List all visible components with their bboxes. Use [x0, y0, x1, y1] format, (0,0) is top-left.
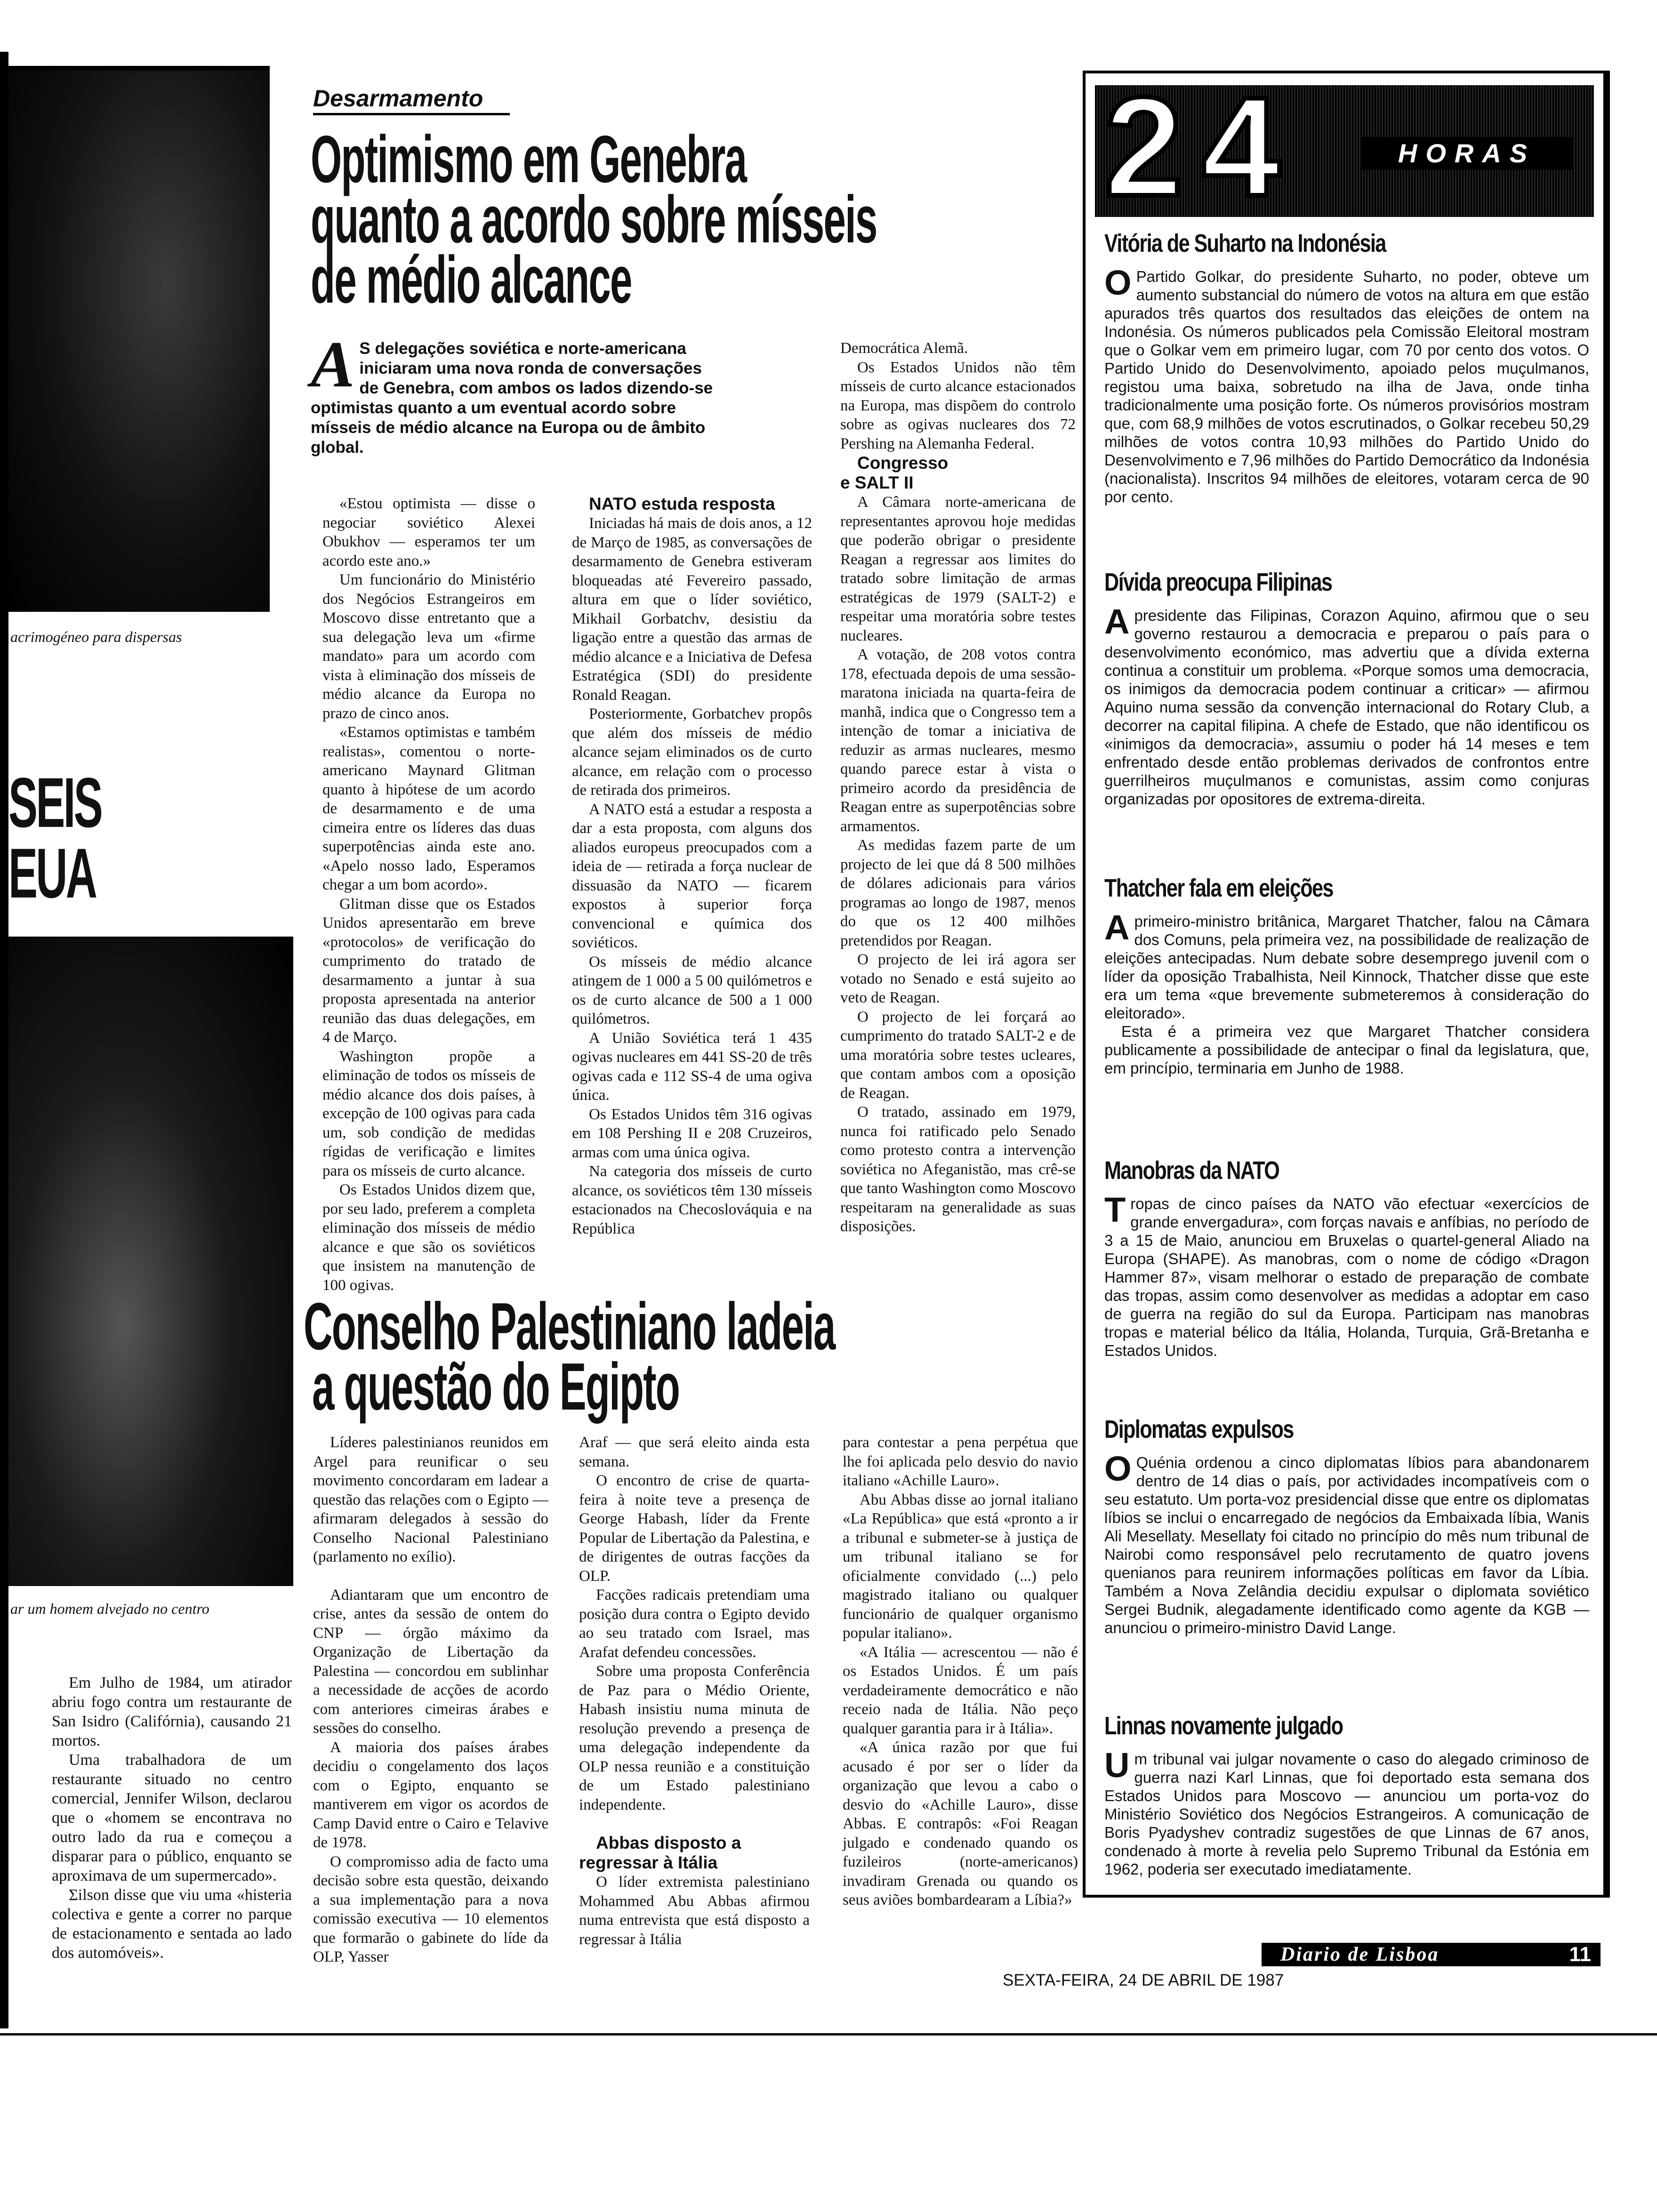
footer-date: SEXTA-FEIRA, 24 DE ABRIL DE 1987 [1003, 1971, 1284, 1989]
box-item-filipinas: Dívida preocupa Filipinas A presidente das Filipinas, Corazon Aquino, afirmou que o seu governo restaurou a democracia e preparou o país para o desenvolvimento económico, mas advertiu que a dívida externa continua a constituir um problema. «Porque somos uma democracia, os inimigos da democracia podem continuar a criticar» — afirmou Aquino numa sessão da convenção internacional do Rotary Club, a decorrer na capital filipina. A chefe de Estado, que não identificou os «inimigos da democracia», assumiu o poder há 14 meses e tem enfrentado desde então problemas derivados de confrontos entre guerrilheiros muçulmanos e comunistas, assim como conjuras organizadas por opositores de extrema-direita. [1104, 568, 1589, 808]
section-kicker: Desarmamento [313, 85, 483, 112]
box-24-horas [1083, 67, 1610, 1898]
subhead-congresso: Congresso e SALT II [840, 453, 949, 492]
disarmament-col-2: NATO estuda resposta Iniciadas há mais de dois anos, a 12 de Março de 1985, as conversações de desarmamento de Genebra estiveram bloqueadas até Fevereiro passado, altura em que o líder soviético, Mikhail Gorbatchv, desistiu da ligação entre a questão das armas de médio alcance e a Iniciativa de Defesa Estratégica (SDI) do presidente Ronald Reagan. Posteriormente, Gorbatchev propôs que além dos mísseis de médio alcance sejam eliminados os de curto alcance, em relação com o processo de retirada dos primeiros. A NATO está a estudar a resposta a dar a esta proposta, com alguns dos aliados europeus preocupados com a ideia de — retirada a força nuclear de dissuasão da NATO — ficarem expostos à superior força convencional e química dos soviéticos. Os mísseis de médio alcance atingem de 1 000 a 5 00 quilómetros e os de curto alcance de 500 a 1 000 quilómetros. A União Soviética terá 1 435 ogivas nucleares em 441 SS-20 de três ogivas cada e 112 SS-4 de uma ogiva única. Os Estados Unidos têm 316 ogivas em 108 Pershing II e 208 Cruzeiros, armas com uma única ogiva. Na categoria dos mísseis de curto alcance, os soviéticos têm 130 mísseis estacionados na Checoslováquia e na República [572, 494, 812, 1237]
masthead-bar [1262, 1943, 1601, 1966]
palestine-col-2: Araf — que será eleito ainda esta semana. O encontro de crise de quarta-feira à noite teve a presença de George Habash, líder da Frente Popular de Libertação da Palestina, e de dirigentes de outras facções da OLP. Facções radicais pretendiam uma posição dura contra o Egipto devido ao seu tratado com Israel, mas Arafat defendeu concessões. Sobre uma proposta Conferência de Paz para o Médio Oriente, Habash insistiu numa minuta de resolução prevendo a presença de uma delegação independente da OLP nessa reunião e a constituição de um Estado palestiniano independente. Abbas disposto a regressar à Itália O líder extremista palestiniano Mohammed Abu Abbas afirmou numa entrevista que está disposto a regressar à Itália [579, 1434, 810, 1948]
masthead: Diario de Lisboa [1280, 1944, 1440, 1965]
disarmament-headline: Optimismo em Genebra quanto a acordo sobre mísseis de médio alcance [311, 122, 877, 317]
box-item-suharto: Vitória de Suharto na Indonésia O Partido Golkar, do presidente Suharto, no poder, obteve um aumento substancial do número de votos na altura em que estão apurados três quartos dos resultados das eleições de ontem na Indonésia. Os números publicados pela Comissão Eleitoral mostram que o Golkar vem em primeiro lugar, com 70 por cento dos votos. O Partido Unido do Desenvolvimento, apoiado pelos muçulmanos, registou uma baixa, sobretudo na ilha de Java, onde tinha tradicionalmente uma posição forte. Os números provisórios mostram que, com 68,9 milhões de votos escrutinados, o Golkar recebeu 50,29 milhões de votos contra 10,93 milhões do Partido Unido do Desenvolvimento e 7,96 milhões do Partido Democrático da Indonésia (nacionalista). Inscritos 94 milhões de eleitores, votaram cerca de 90 por cento. [1104, 229, 1589, 505]
photo-caption-bottom: ar um homem alvejado no centro [10, 1600, 209, 1617]
box-item-thatcher: Thatcher fala em eleições A primeiro-ministro britânica, Margaret Thatcher, falou na Câmara dos Comuns, pela primeira vez, na possibilidade de realização de eleições antecipadas. Num debate sobre desemprego juvenil com o líder da oposição Trabalhista, Neil Kinnock, Thatcher disse que este era um tema «que brevemente submeteremos à consideração do eleitorado». Esta é a primeira vez que Margaret Thatcher considera publicamente a possibilidade de antecipar o final da legislatura, que, em princípio, terminaria em Junho de 1988. [1104, 874, 1589, 1077]
photo-caption-top: acrimogéneo para dispersas [10, 628, 182, 645]
page-number: 11 [1569, 1943, 1591, 1966]
box-label: HORAS [1361, 137, 1573, 170]
headline-fragment: SEIS EUA [8, 763, 102, 913]
palestine-headline: Conselho Palestiniano ladeia a questão do Egipto [304, 1289, 835, 1424]
box-item-linnas: Linnas novamente julgado U m tribunal vai julgar novamente o caso do alegado criminoso de guerra nazi Karl Linnas, que foi deportado esta semana dos Estados Unidos para Moscovo — anunciou um porta-voz do Ministério Soviético dos Negócios Estrangeiros. A comunicação de Boris Pyadyshev contradiz sugestões de que Linnas de 67 anos, condenado à morte à revelia pelo Supremo Tribunal da Estónia em 1962, poderia ser executado imediatamente. [1104, 1712, 1589, 1878]
palestine-col-3: para contestar a pena perpétua que lhe foi aplicada pelo desvio do navio italiano «Achille Lauro». Abu Abbas disse ao jornal italiano «La República» que está «pronto a ir a tribunal e submeter-se à justiça de um tribunal italiano se for oficialmente convidado (...) pelo magistrado italiano ou qualquer funcionário de qualquer organismo popular italiano». «A Itália — acrescentou — não é os Estados Unidos. É um país verdadeiramente democrático e não receio nada de Itália. Não peço qualquer garantia para ir à Itália». «A única razão por que fui acusado é por ser o líder da organização que levou a cabo o desvio do «Achille Lauro», disse Abbas. E contrapôs: «Foi Reagan julgado e condenado quando os fuzileiros (norte-americanos) invadiram Grenada ou quando os seus aviões bombardearam a Líbia?» [843, 1434, 1078, 1908]
bottom-rule [0, 2033, 1657, 2036]
subhead-nato: NATO estuda resposta [589, 494, 775, 513]
page-gutter-edge [0, 52, 8, 2028]
disarmament-col-3: Democrática Alemã. Os Estados Unidos não têm mísseis de curto alcance estacionados na Europa, mas dispõem do controlo sobre as ogivas nucleares dos 72 Pershing na Alemanha Federal. Congresso e SALT II A Câmara norte-americana de representantes aprovou hoje medidas que poderão obrigar o presidente Reagan a regressar aos limites do tratado sobre limitação de armas estratégicas de 1979 (SALT-2) e respeitar uma moratória sobre testes nucleares. A votação, de 208 votos contra 178, efectuada depois de uma sessão-maratona iniciada na quarta-feira de manhã, indica que o Congresso tem a intenção de tomar a iniciativa de reduzir as armas nucleares, mesmo quando parece estar à vista o primeiro acordo da presidência de Reagan entre as superpotências sobre armamentos. As medidas fazem parte de um projecto de lei que dá 8 500 milhões de dólares adicionais para vários programas ao longo de 1987, menos do que os 12 400 milhões pretendidos por Reagan. O projecto de lei irá agora ser votado no Senado e está sujeito ao veto de Reagan. O projecto de lei forçará ao cumprimento do tratado SALT-2 e de uma moratória sobre testes ucleares, que contam ambos com a oposição de Reagan. O tratado, assinado em 1979, nunca foi ratificado pelo Senado como protesto contra a intervenção soviética no Afeganistão, mas crê-se que tanto Washington como Moscovo respeitaram na generalidade as suas disposições. [840, 340, 1076, 1235]
crowd-photo [8, 66, 270, 612]
palestine-col-1: Líderes palestinianos reunidos em Argel para reunificar o seu movimento concordaram em ladear a questão das relações com o Egipto — afirmaram delegados à sessão do Conselho Nacional Palestiniano (parlamento no exílio). Adiantaram que um encontro de crise, antes da sessão de ontem do CNP — órgão máximo da Organização de Libertação da Palestina — concordou em sublinhar a necessidade de acções de acordo com anteriores cimeiras árabes e sessões do conselho. A maioria dos países árabes decidiu o congelamento dos laços com o Egipto, enquanto se mantiverem em vigor os acordos de Camp David entre o Cairo e Telavive de 1978. O compromisso adia de facto uma decisão sobre esta questão, deixando a sua implementação para a nova comissão executiva — 10 elementos que formarão o gabinete do líde da OLP, Yasser [313, 1434, 548, 1965]
box-item-diplomatas: Diplomatas expulsos O Quénia ordenou a cinco diplomatas líbios para abandonarem dentro de 14 dias o país, por actividades incompatíveis com o seu estatuto. Um porta-voz presidencial disse que entre os diplomatas líbios se inclui o encarregado de negócios da Embaixada líbia, Wanis Ali Mesellaty. Mesellaty foi citado no princípio do mês num tribunal de Nairobi como responsável pelo recrutamento de quatro jovens quenianos para reunirem informações políticas em favor da Líbia. Também a Nova Zelândia decidiu expulsar o diplomata soviético Sergei Budnik, alegadamente identificado como agente da KGB — anunciou o primeiro-ministro David Lange. [1104, 1415, 1589, 1636]
box-item-nato: Manobras da NATO T ropas de cinco países da NATO vão efectuar «exercícios de grande envergadura», com forças navais e anfíbias, no período de 3 a 15 de Maio, anunciou em Bruxelas o quartel-general Aliado na Europa (SHAPE). As manobras, com o nome de código «Dragon Hammer 87», visam melhorar o estado de preparação de combate das tropas, assim como desenvolver as medidas a adoptar em caso de guerra na região do sul da Europa. Participam nas manobras tropas e material bélico da Itália, Holanda, Turquia, Grã-Bretanha e Estados Unidos. [1104, 1156, 1589, 1359]
disarmament-col-1: «Estou optimista — disse o negociar soviético Alexei Obukhov — esperamos ter um acordo este ano.» Um funcionário do Ministério dos Negócios Estrangeiros em Moscovo disse entretanto que a sua delegação leva um «firme mandato» para um acordo com vista à eliminação dos mísseis de médio alcance da Europa no prazo de cinco anos. «Estamos optimistas e também realistas», comentou o norte-americano Maynard Glitman quanto à hipótese de um acordo de desarmamento e de uma cimeira entre os líderes das duas superpotências ainda este ano. «Apelo nosso lado, Esperamos chegar a um bom acordo». Glitman disse que os Estados Unidos apresentarão em breve «protocolos» de verificação do cumprimento do tratado de desarmamento a juntar à sua proposta apresentada na anterior reunião das duas delegações, em 4 de Março. Washington propõe a eliminação de todos os mísseis de médio alcance dos dois países, à excepção de 100 ogivas para cada um, sob condição de medidas rígidas de verificação e limites para os mísseis de curto alcance. Os Estados Unidos dizem que, por seu lado, preferem a completa eliminação dos mísseis de médio alcance e que são os soviéticos que insistem na manutenção de 100 ogivas. [322, 495, 535, 1294]
shooting-photo [8, 937, 293, 1586]
disarmament-lead: A S delegações soviética e norte-americana iniciaram uma nova ronda de conversações de Genebra, com ambos os lados dizendo-se optimistas quanto a um eventual acordo sobre mísseis de médio alcance na Europa ou de âmbito global. [311, 328, 713, 457]
subhead-abbas: Abbas disposto a regressar à Itália [579, 1833, 741, 1872]
box-number: 24 [1104, 67, 1299, 225]
box-header [1095, 67, 1594, 225]
shooting-article: Em Julho de 1984, um atirador abriu fogo contra um restaurante de San Isidro (Califórnia), causando 21 mortos. Uma trabalhadora de um restaurante situado no centro comercial, Jennifer Wilson, declarou que o «homem se encontrava no outro lado da rua e começou a disparar para o público, enquanto se aproximava de um supermercado». Σilson disse que viu uma «histeria colectiva e gente a correr no parque de estacionamento e sentada ao lado dos automóveis». [52, 1674, 292, 1962]
